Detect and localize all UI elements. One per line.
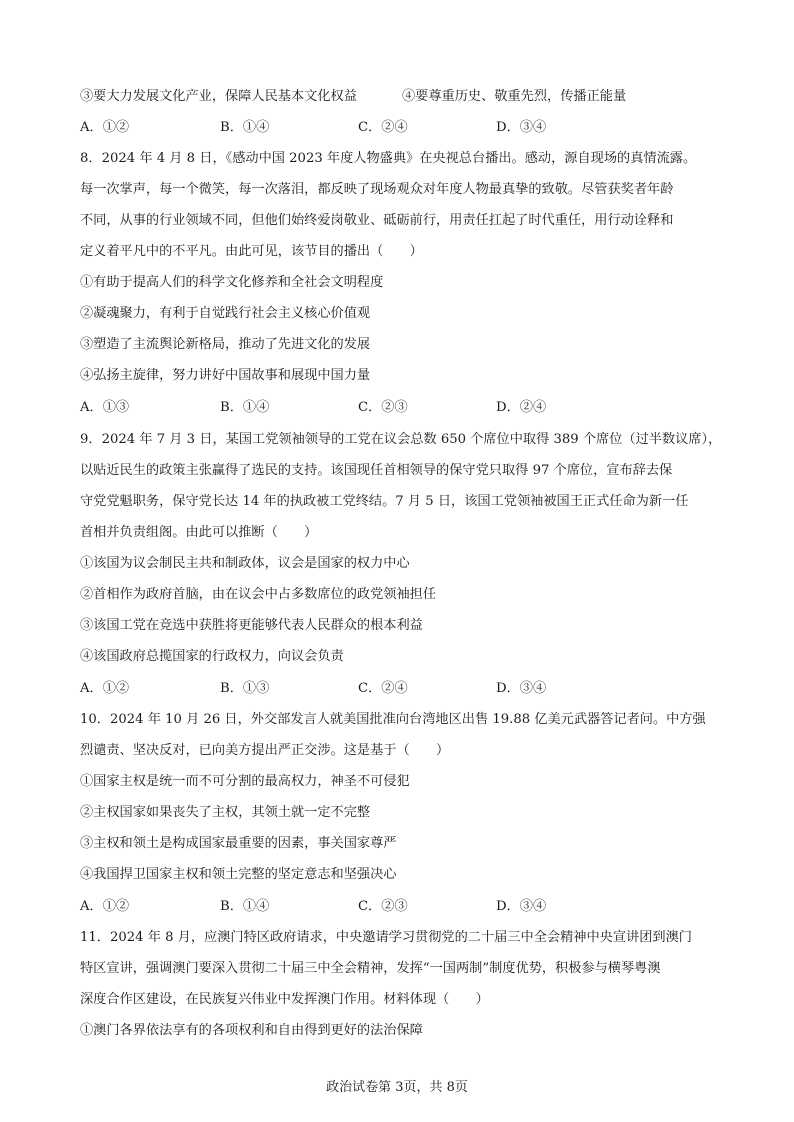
q9-item-3: ③该国工党在竞选中获胜将更能够代表人民群众的根本利益 xyxy=(80,618,423,633)
q7-option-a: A．①② xyxy=(80,120,130,135)
q8-options xyxy=(80,398,720,418)
q9-stem-line: 首相并负责组阁。由此可以推断（ ） xyxy=(80,525,318,540)
q8-stem-line: 8．2024 年 4 月 8 日，《感动中国 2023 年度人物盛典》在央视总台播出。感动，源自现场的真情流露。 xyxy=(80,151,697,166)
q11-item-1: ①澳门各界依法享有的各项权利和自由得到更好的法治保障 xyxy=(80,1023,423,1038)
q10-option-a: A．①② xyxy=(80,899,130,914)
q7-options xyxy=(80,118,720,138)
q11-stem-line: 11．2024 年 8 月，应澳门特区政府请求，中央邀请学习贯彻党的二十届三中全会精神中央宣讲团到澳门 xyxy=(80,930,692,945)
q8-option-b: B．①④ xyxy=(220,400,270,415)
q9-option-a: A．①② xyxy=(80,681,130,696)
q10-option-b: B．①④ xyxy=(220,899,270,914)
q10-item-3: ③主权和领土是构成国家最重要的因素，事关国家尊严 xyxy=(80,836,397,851)
q7-option-d: D．③④ xyxy=(496,120,547,135)
q10-stem-line: 烈谴责、坚决反对，已向美方提出严正交涉。这是基于（ ） xyxy=(80,743,450,758)
q11-stem-line: 深度合作区建设，在民族复兴伟业中发挥澳门作用。材料体现（ ） xyxy=(80,992,489,1007)
q10-stem-line: 10．2024 年 10 月 26 日，外交部发言人就美国批准向台湾地区出售 19.88 亿美元武器答记者问。中方强 xyxy=(80,712,706,727)
q10-item-4: ④我国捍卫国家主权和领土完整的坚定意志和坚强决心 xyxy=(80,867,397,882)
q8-option-c: C．②③ xyxy=(358,400,408,415)
q7-option-c: C．②④ xyxy=(358,120,408,135)
q9-option-c: C．②④ xyxy=(358,681,408,696)
q8-item-3: ③塑造了主流舆论新格局，推动了先进文化的发展 xyxy=(80,337,371,352)
q7-items-row xyxy=(80,87,720,107)
q10-item-2: ②主权国家如果丧失了主权，其领土就一定不完整 xyxy=(80,805,371,820)
q8-stem-line: 定义着平凡中的不平凡。由此可见，该节目的播出（ ） xyxy=(80,244,423,259)
q10-item-1: ①国家主权是统一而不可分割的最高权力，神圣不可侵犯 xyxy=(80,774,410,789)
q9-stem-line: 守党党魁职务，保守党长达 14 年的执政被工党终结。7 月 5 日，该国工党领袖被国王正式任命为新一任 xyxy=(80,494,689,509)
q9-item-2: ②首相作为政府首脑，由在议会中占多数席位的政党领袖担任 xyxy=(80,587,437,602)
q8-item-4: ④弘扬主旋律，努力讲好中国故事和展现中国力量 xyxy=(80,368,371,383)
q10-option-c: C．②③ xyxy=(358,899,408,914)
q9-options xyxy=(80,679,720,699)
q9-stem-line: 以贴近民生的政策主张赢得了选民的支持。该国现任首相领导的保守党只取得 97 个席位，宣布辞去保 xyxy=(80,463,673,478)
q8-option-d: D．②④ xyxy=(496,400,547,415)
q9-item-4: ④该国政府总揽国家的行政权力，向议会负责 xyxy=(80,649,344,664)
q11-stem-line: 特区宣讲，强调澳门要深入贯彻二十届三中全会精神，发挥“一国两制”制度优势，积极参与横琴粤澳 xyxy=(80,961,661,976)
q7-item-3: ③要大力发展文化产业，保障人民基本文化权益 xyxy=(80,89,357,104)
q9-stem-line: 9．2024 年 7 月 3 日，某国工党领袖领导的工党在议会总数 650 个席位中取得 389 个席位（过半数议席）， xyxy=(80,432,722,447)
q7-option-b: B．①④ xyxy=(220,120,270,135)
q8-item-2: ②凝魂聚力，有利于自觉践行社会主义核心价值观 xyxy=(80,306,371,321)
q10-option-d: D．③④ xyxy=(496,899,547,914)
page-footer: 政治试卷第 3页，共 8页 xyxy=(326,1080,468,1095)
q9-item-1: ①该国为议会制民主共和制政体，议会是国家的权力中心 xyxy=(80,556,410,571)
q9-option-d: D．③④ xyxy=(496,681,547,696)
q8-stem-line: 每一次掌声，每一个微笑，每一次落泪，都反映了现场观众对年度人物最真挚的致敬。尽管获奖者年龄 xyxy=(80,182,674,197)
q8-stem-line: 不同，从事的行业领域不同，但他们始终爱岗敬业、砥砺前行，用责任扛起了时代重任，用行动诠释和 xyxy=(80,213,674,228)
q9-option-b: B．①③ xyxy=(220,681,270,696)
q7-item-4: ④要尊重历史、敬重先烈，传播正能量 xyxy=(402,89,627,104)
q8-option-a: A．①③ xyxy=(80,400,130,415)
q8-item-1: ①有助于提高人们的科学文化修养和全社会文明程度 xyxy=(80,275,384,290)
q10-options xyxy=(80,897,720,917)
